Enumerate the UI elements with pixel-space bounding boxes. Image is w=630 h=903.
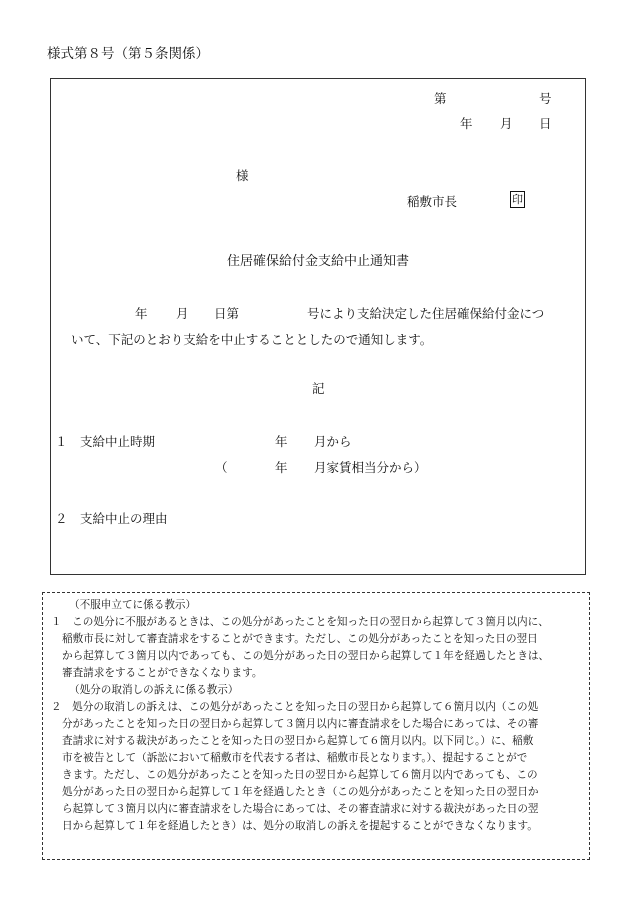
appeal-heading: （不服申立てに係る教示）	[69, 599, 197, 611]
item2-label: ２ 支給中止の理由	[55, 511, 168, 526]
item1-paren-open: （	[215, 460, 228, 475]
addressee-sama: 様	[236, 168, 249, 183]
lawsuit-line: 分があったことを知った日の翌日から起算して３箇月以内に審査請求をした場合にあっては、その審	[62, 718, 539, 730]
body-day-dai: 日第	[214, 306, 240, 321]
document-number-dai: 第	[434, 91, 447, 106]
lawsuit-line: ら起算して３箇月以内に審査請求をした場合にあっては、その審査請求に対する裁決があった日の翌	[62, 803, 539, 815]
date-month: 月	[500, 116, 513, 131]
appeal-instruction-box	[42, 592, 590, 860]
lawsuit-line: 処分があった日の翌日から起算して１年を経過したとき（この処分があったことを知った日の翌日か	[62, 786, 539, 798]
appeal-line: 審査請求をすることができなくなります。	[62, 667, 263, 679]
item1-year2: 年	[275, 460, 288, 475]
item1-rent-from: 月家賃相当分から）	[314, 460, 427, 475]
lawsuit-line: きます。ただし、この処分があったことを知った日の翌日から起算して６箇月以内であっても、この	[62, 769, 538, 781]
notice-form-frame	[50, 78, 586, 575]
appeal-line: から起算して３箇月以内であっても、この処分があった日の翌日から起算して１年を経過したときは、	[62, 650, 550, 662]
lawsuit-heading: （処分の取消しの訴えに係る教示）	[69, 684, 239, 696]
item1-label: １ 支給中止時期	[55, 434, 156, 449]
seal-mark: 印	[512, 193, 523, 206]
document-title: 住居確保給付金支給中止通知書	[227, 254, 410, 269]
lawsuit-line: 市を被告として（訴訟において稲敷市を代表する者は、稲敷市長となります。）、提起することがで	[62, 752, 528, 764]
date-year: 年	[460, 116, 473, 131]
body-year: 年	[135, 306, 148, 321]
document-number-go: 号	[539, 91, 552, 106]
body-line2: いて、下記のとおり支給を中止することとしたので通知します。	[71, 332, 433, 347]
body-month: 月	[176, 306, 189, 321]
lawsuit-line: 査請求に対する裁決があったことを知った日の翌日から起算して６箇月以内。以下同じ。）に、稲敷	[62, 735, 534, 747]
lawsuit-line: ２ 処分の取消しの訴えは、この処分があったことを知った日の翌日から起算して６箇月以内（この処	[51, 701, 539, 713]
item1-month-from: 月から	[314, 434, 352, 449]
ki-label: 記	[312, 381, 325, 396]
appeal-line: １ この処分に不服があるときは、この処分があったことを知った日の翌日から起算して３箇月以内に、	[51, 616, 549, 628]
item1-year: 年	[275, 434, 288, 449]
issuer-name: 稲敷市長	[407, 194, 458, 209]
body-line1: 号により支給決定した住居確保給付金につ	[307, 306, 545, 321]
appeal-line: 稲敷市長に対して審査請求をすることができます。ただし、この処分があったことを知った日の翌日	[62, 633, 538, 645]
date-day: 日	[539, 116, 552, 131]
form-number: 様式第８号（第５条関係）	[47, 46, 209, 62]
lawsuit-line: 日から起算して１年を経過したとき）は、処分の取消しの訴えを提起することができなくなります。	[62, 820, 538, 832]
